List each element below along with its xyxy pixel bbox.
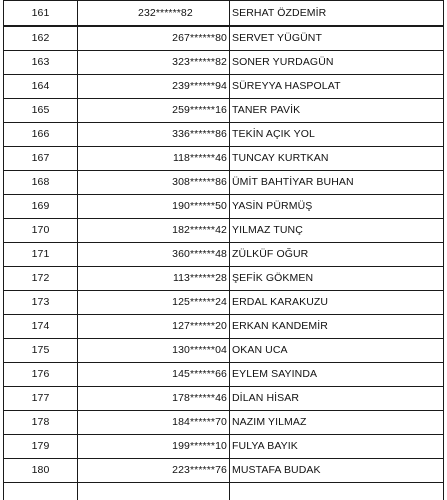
table-row: [4, 411, 444, 435]
table-row: [4, 26, 444, 51]
person-name: ERKAN KANDEMİR: [230, 315, 444, 339]
person-name: SERVET YÜGÜNT: [230, 26, 444, 51]
row-number: 174: [4, 315, 78, 339]
row-number: 169: [4, 195, 78, 219]
row-number: 167: [4, 147, 78, 171]
table-row: [4, 147, 444, 171]
table-row: [4, 435, 444, 459]
table-row: [4, 291, 444, 315]
table-row: [4, 315, 444, 339]
person-name: DİLAN HİSAR: [230, 387, 444, 411]
row-number: [4, 483, 78, 500]
table-row: [4, 459, 444, 483]
masked-id: 178******46: [78, 387, 230, 411]
masked-id: 323******82: [78, 51, 230, 75]
row-number: 180: [4, 459, 78, 483]
row-number: 177: [4, 387, 78, 411]
person-name: TEKİN AÇIK YOL: [230, 123, 444, 147]
table-row: [4, 483, 444, 500]
person-name: TUNCAY KURTKAN: [230, 147, 444, 171]
roster-table-body: [4, 1, 444, 500]
person-name: FULYA BAYIK: [230, 435, 444, 459]
person-name: YASİN PÜRMÜŞ: [230, 195, 444, 219]
row-number: 173: [4, 291, 78, 315]
masked-id: 336******86: [78, 123, 230, 147]
table-row: [4, 195, 444, 219]
masked-id: 190******50: [78, 195, 230, 219]
masked-id: 118******46: [78, 147, 230, 171]
masked-id: 184******70: [78, 411, 230, 435]
table-row: [4, 387, 444, 411]
person-name: OKAN UCA: [230, 339, 444, 363]
masked-id: 130******04: [78, 339, 230, 363]
row-number: 178: [4, 411, 78, 435]
person-name: SERHAT ÖZDEMİR: [230, 1, 444, 27]
person-name: YILMAZ TUNÇ: [230, 219, 444, 243]
masked-id: 360******48: [78, 243, 230, 267]
row-number: 176: [4, 363, 78, 387]
table-row: [4, 1, 444, 27]
person-name: NAZIM YILMAZ: [230, 411, 444, 435]
masked-id: 267******80: [78, 26, 230, 51]
row-number: 170: [4, 219, 78, 243]
masked-id: 223******76: [78, 459, 230, 483]
masked-id: 127******20: [78, 315, 230, 339]
person-name: ZÜLKÜF OĞUR: [230, 243, 444, 267]
table-row: [4, 75, 444, 99]
row-number: 171: [4, 243, 78, 267]
person-name: ÜMİT BAHTİYAR BUHAN: [230, 171, 444, 195]
person-name: SONER YURDAGÜN: [230, 51, 444, 75]
table-row: [4, 363, 444, 387]
person-name: TANER PAVİK: [230, 99, 444, 123]
masked-id: 308******86: [78, 171, 230, 195]
table-row: [4, 243, 444, 267]
person-name: EYLEM SAYINDA: [230, 363, 444, 387]
person-name: ERDAL KARAKUZU: [230, 291, 444, 315]
table-row: [4, 123, 444, 147]
person-name: SÜREYYA HASPOLAT: [230, 75, 444, 99]
row-number: 179: [4, 435, 78, 459]
masked-id: 199******10: [78, 435, 230, 459]
row-number: 165: [4, 99, 78, 123]
masked-id: 113******28: [78, 267, 230, 291]
masked-id: 145******66: [78, 363, 230, 387]
person-name: ŞEFİK GÖKMEN: [230, 267, 444, 291]
masked-id: [78, 483, 230, 500]
table-row: [4, 171, 444, 195]
row-number: 175: [4, 339, 78, 363]
person-name: MUSTAFA BUDAK: [230, 459, 444, 483]
masked-id: 259******16: [78, 99, 230, 123]
table-row: [4, 51, 444, 75]
table-row: [4, 99, 444, 123]
row-number: 166: [4, 123, 78, 147]
row-number: 168: [4, 171, 78, 195]
masked-id: 182******42: [78, 219, 230, 243]
person-name: [230, 483, 444, 500]
table-row: [4, 267, 444, 291]
row-number: 162: [4, 26, 78, 51]
table-row: [4, 339, 444, 363]
masked-id: 232******82: [78, 1, 230, 27]
row-number: 161: [4, 1, 78, 27]
roster-table: [3, 0, 444, 500]
masked-id: 239******94: [78, 75, 230, 99]
row-number: 164: [4, 75, 78, 99]
masked-id: 125******24: [78, 291, 230, 315]
row-number: 172: [4, 267, 78, 291]
row-number: 163: [4, 51, 78, 75]
table-row: [4, 219, 444, 243]
